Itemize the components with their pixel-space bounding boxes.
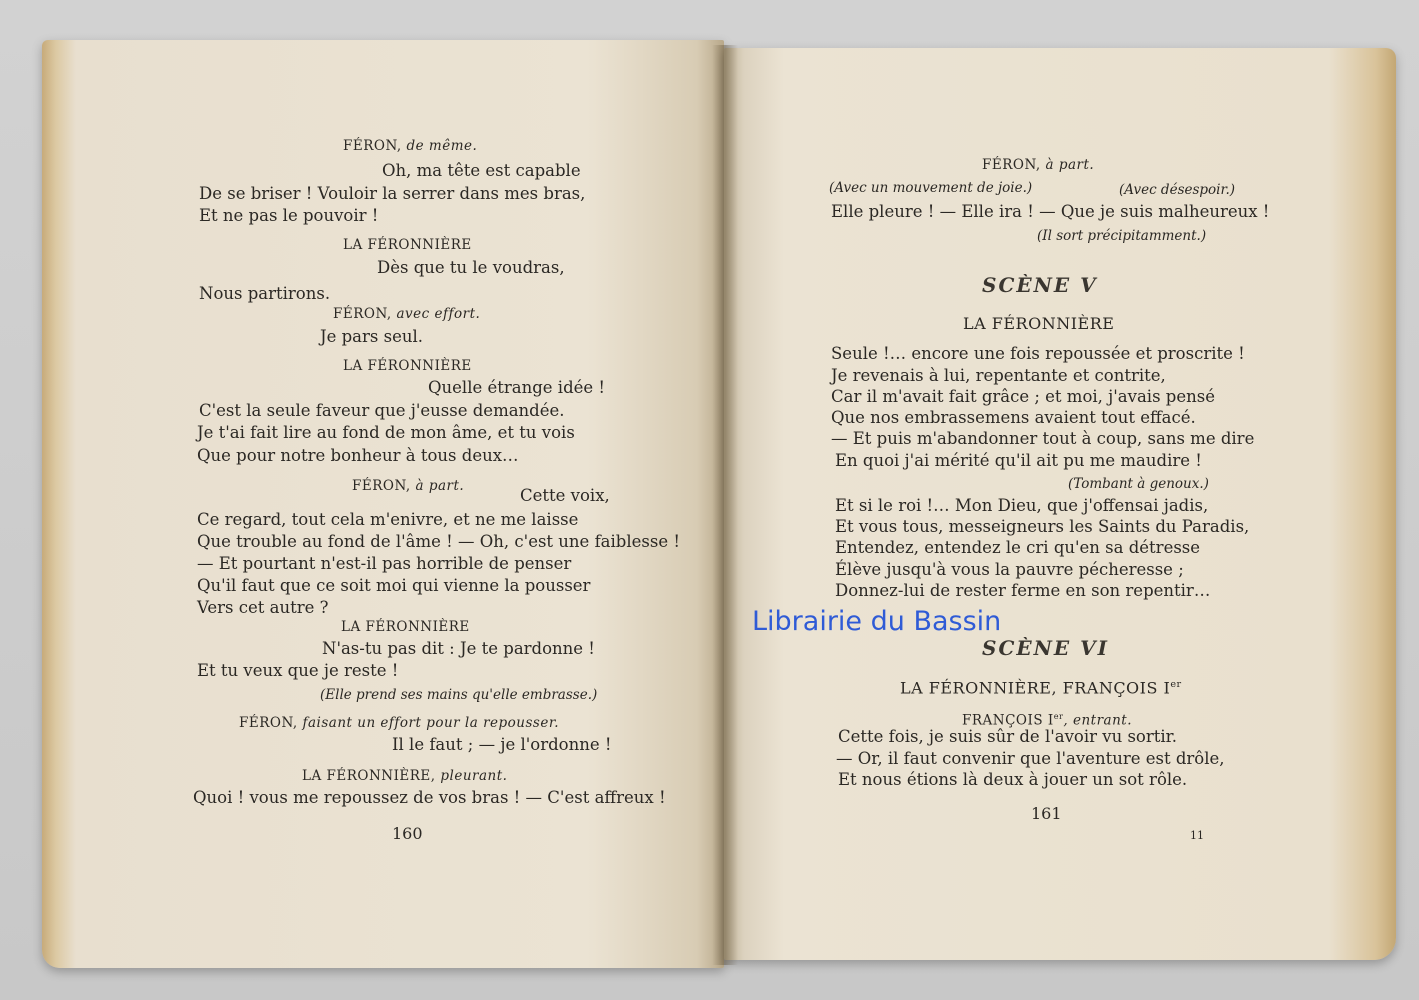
left-verse-2: [199, 184, 585, 204]
left-verse-10: [428, 378, 605, 398]
right-verse-18: [835, 581, 1210, 601]
right-verse-17: [835, 560, 1184, 580]
line-text: De se briser ! Vouloir la serrer dans mes bras,: [199, 184, 586, 203]
left-speaker-0: [343, 136, 477, 156]
left-page-number: 160: [392, 824, 423, 843]
stage-direction: pleurant.: [440, 768, 508, 784]
line-text: Et nous étions là deux à jouer un sot rôle.: [838, 770, 1188, 789]
line-text: Quelle étrange idée !: [428, 378, 606, 397]
line-text: En quoi j'ai mérité qu'il ait pu me maudire !: [835, 451, 1202, 470]
line-text: FÉRON,: [239, 715, 303, 731]
right-verse-24: [838, 770, 1187, 790]
line-text: Que pour notre bonheur à tous deux…: [197, 446, 519, 465]
right-scene-title-5: [982, 275, 1098, 295]
line-text: Oh, ma tête est capable: [382, 161, 581, 180]
line-text: Ce regard, tout cela m'enivre, et ne me laisse: [197, 510, 579, 529]
right-speaker-0: [982, 155, 1094, 175]
line-text: Seule !… encore une fois repoussée et proscrite !: [831, 344, 1245, 363]
left-speaker-14: [352, 476, 464, 496]
superscript: er: [1170, 679, 1182, 690]
signature-mark: 11: [1190, 829, 1204, 842]
line-text: Il le faut ; — je l'ordonne !: [392, 735, 612, 754]
right-verse-8: [831, 366, 1166, 386]
right-verse-23: [836, 749, 1225, 769]
line-text: Car il m'avait fait grâce ; et moi, j'avais pensé: [831, 387, 1215, 406]
line-text: Dès que tu le voudras,: [377, 258, 565, 277]
right-verse-11: [831, 429, 1254, 449]
left-verse-8: [320, 327, 423, 347]
left-speaker-7: [333, 304, 480, 324]
line-text: Donnez-lui de rester ferme en son repentir…: [835, 581, 1211, 600]
line-text: Cette voix,: [520, 486, 610, 505]
right-verse-14: [835, 496, 1208, 516]
left-speaker-27: [302, 766, 507, 786]
line-text: Élève jusqu'à vous la pauvre pécheresse ;: [835, 560, 1184, 579]
line-text: (Tombant à genoux.): [1068, 476, 1209, 492]
stage-direction: faisant un effort pour la repousser.: [302, 715, 560, 731]
right-verse-10: [831, 408, 1196, 428]
line-text: FRANÇOIS I: [962, 712, 1054, 729]
right-verse-22: [838, 727, 1177, 747]
line-text: LA FÉRONNIÈRE,: [302, 768, 441, 784]
line-text: FÉRON,: [343, 138, 407, 154]
right-scene-title-19: [982, 638, 1109, 658]
line-text: Vers cet autre ?: [197, 598, 329, 617]
line-text: Elle pleure ! — Elle ira ! — Que je suis malheureux !: [831, 202, 1270, 221]
left-verse-13: [197, 446, 519, 466]
line-text: (Avec désespoir.): [1119, 182, 1236, 198]
left-verse-3: [199, 206, 378, 226]
line-text: Et ne pas le pouvoir !: [199, 206, 379, 225]
left-speaker-9: [343, 356, 472, 376]
line-text: LA FÉRONNIÈRE: [963, 314, 1115, 333]
line-text: (Avec un mouvement de joie.): [829, 180, 1033, 196]
line-text: LA FÉRONNIÈRE, FRANÇOIS I: [900, 678, 1171, 698]
line-text: Et vous tous, messeigneurs les Saints du Paradis,: [835, 517, 1250, 536]
line-text: Et tu veux que je reste !: [197, 661, 399, 680]
right-scene-persons-6: [963, 314, 1114, 334]
stage-direction: à part.: [1045, 157, 1095, 173]
line-text: — Or, il faut convenir que l'aventure est drôle,: [836, 749, 1225, 768]
left-verse-22: [322, 639, 595, 659]
superscript: er: [1053, 711, 1064, 721]
right-verse-7: [831, 344, 1245, 364]
line-text: FÉRON,: [352, 478, 416, 494]
line-text: — Et pourtant n'est-il pas horrible de penser: [197, 554, 572, 573]
right-verse-16: [835, 538, 1200, 558]
line-text: — Et puis m'abandonner tout à coup, sans me dire: [831, 429, 1255, 448]
stage-direction: , entrant.: [1063, 712, 1132, 729]
left-verse-23: [197, 661, 398, 681]
right-verse-15: [835, 517, 1249, 537]
line-text: SCÈNE V: [982, 273, 1098, 297]
left-speaker-21: [341, 617, 470, 637]
left-verse-11: [199, 401, 565, 421]
left-verse-6: [199, 284, 330, 304]
line-text: FÉRON,: [982, 157, 1046, 173]
left-verse-5: [377, 258, 565, 278]
right-scene-persons-20: [900, 675, 1182, 698]
line-text: (Elle prend ses mains qu'elle embrasse.): [320, 687, 598, 703]
line-text: Je revenais à lui, repentante et contrite,: [831, 366, 1166, 385]
line-text: Quoi ! vous me repoussez de vos bras ! — C'est affreux !: [193, 788, 666, 807]
left-speaker-4: [343, 235, 472, 255]
right-stage-4: [1037, 226, 1206, 246]
line-text: N'as-tu pas dit : Je te pardonne !: [322, 639, 595, 658]
line-text: LA FÉRONNIÈRE: [343, 237, 472, 253]
line-text: Que trouble au fond de l'âme ! — Oh, c'est une faiblesse !: [197, 532, 680, 551]
line-text: Nous partirons.: [199, 284, 331, 303]
left-verse-1: [382, 161, 581, 181]
left-verse-18: [197, 554, 571, 574]
right-stage-1: [829, 178, 1032, 198]
line-text: Je pars seul.: [320, 327, 424, 346]
left-verse-16: [197, 510, 578, 530]
line-text: LA FÉRONNIÈRE: [343, 358, 472, 374]
stage-direction: à part.: [415, 478, 465, 494]
right-verse-9: [831, 387, 1215, 407]
left-speaker-25: [239, 713, 559, 733]
line-text: Je t'ai fait lire au fond de mon âme, et tu vois: [197, 423, 575, 442]
line-text: (Il sort précipitamment.): [1037, 228, 1207, 244]
left-verse-20: [197, 598, 328, 618]
line-text: Et si le roi !… Mon Dieu, que j'offensai jadis,: [835, 496, 1209, 515]
right-verse-12: [835, 451, 1202, 471]
left-verse-19: [197, 576, 590, 596]
line-text: FÉRON,: [333, 306, 397, 322]
left-verse-15: [520, 486, 610, 506]
left-verse-28: [193, 788, 666, 808]
line-text: Que nos embrassemens avaient tout effacé.: [831, 408, 1196, 427]
right-verse-3: [831, 202, 1269, 222]
right-stage-2: [1119, 180, 1235, 200]
line-text: SCÈNE VI: [982, 636, 1109, 660]
line-text: LA FÉRONNIÈRE: [341, 619, 470, 635]
stage-direction: de même.: [406, 138, 478, 154]
watermark: Librairie du Bassin: [752, 606, 1002, 637]
left-verse-17: [197, 532, 680, 552]
stage-direction: avec effort.: [396, 306, 481, 322]
line-text: Qu'il faut que ce soit moi qui vienne la pousser: [197, 576, 591, 595]
line-text: C'est la seule faveur que j'eusse demandée.: [199, 401, 565, 420]
left-verse-12: [197, 423, 575, 443]
line-text: Cette fois, je suis sûr de l'avoir vu sortir.: [838, 727, 1177, 746]
book-gutter: [712, 45, 738, 965]
right-stage-13: [1068, 474, 1209, 494]
right-page-number: 161: [1031, 804, 1062, 823]
left-verse-26: [392, 735, 611, 755]
line-text: Entendez, entendez le cri qu'en sa détresse: [835, 538, 1201, 557]
left-stage-24: [320, 685, 597, 705]
